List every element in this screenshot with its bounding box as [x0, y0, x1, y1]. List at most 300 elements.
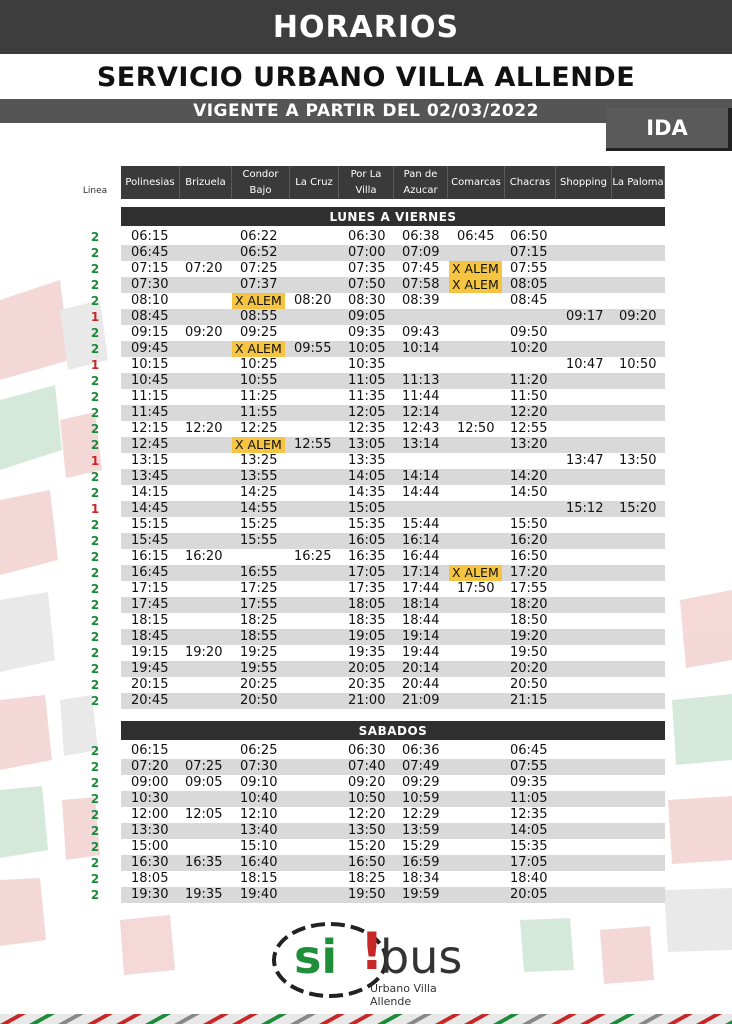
- row-background: [121, 245, 665, 261]
- linea-number: 2: [90, 744, 100, 758]
- time-cell-porlavilla: 06:30: [348, 743, 386, 758]
- title-bar: [0, 0, 732, 54]
- table-row: [0, 597, 732, 613]
- table-row: [0, 501, 732, 517]
- time-cell-polinesias: 14:45: [131, 501, 169, 516]
- time-cell-lacruz: 08:20: [294, 293, 332, 308]
- time-cell-polinesias: 16:15: [131, 549, 169, 564]
- time-cell-condor: 11:25: [240, 389, 278, 404]
- time-cell-chacras: 08:45: [510, 293, 548, 308]
- time-cell-chacras: 18:20: [510, 597, 548, 612]
- table-row: [0, 823, 732, 839]
- time-cell-condor: 19:40: [240, 887, 278, 902]
- row-background: [121, 277, 665, 293]
- time-cell-polinesias: 09:00: [131, 775, 169, 790]
- row-background: [121, 839, 665, 855]
- time-cell-porlavilla: 16:35: [348, 549, 386, 564]
- time-cell-lacruz: 16:25: [294, 549, 332, 564]
- time-cell-lacruz: 09:55: [294, 341, 332, 356]
- table-row: [0, 469, 732, 485]
- time-cell-chacras: 07:55: [510, 261, 548, 276]
- time-cell-polinesias: 13:15: [131, 453, 169, 468]
- time-cell-porlavilla: 09:20: [348, 775, 386, 790]
- time-cell-panazucar: 17:14: [402, 565, 440, 580]
- time-cell-brizuela: 07:20: [185, 261, 223, 276]
- time-cell-condor: 10:25: [240, 357, 278, 372]
- row-background: [121, 373, 665, 389]
- time-cell-chacras: 14:20: [510, 469, 548, 484]
- time-cell-chacras: 21:15: [510, 693, 548, 708]
- time-cell-condor: 19:55: [240, 661, 278, 676]
- time-cell-chacras: 14:50: [510, 485, 548, 500]
- linea-number: 2: [90, 534, 100, 548]
- time-cell-polinesias: 14:15: [131, 485, 169, 500]
- time-cell-panazucar: 07:49: [402, 759, 440, 774]
- time-cell-porlavilla: 13:05: [348, 437, 386, 452]
- time-cell-polinesias: 20:15: [131, 677, 169, 692]
- time-cell-polinesias: 13:30: [131, 823, 169, 838]
- time-cell-chacras: 15:50: [510, 517, 548, 532]
- table-row: [0, 613, 732, 629]
- linea-number: 2: [90, 646, 100, 660]
- table-row: [0, 293, 732, 309]
- time-cell-condor: 08:55: [240, 309, 278, 324]
- table-row: [0, 775, 732, 791]
- time-cell-panazucar: 09:29: [402, 775, 440, 790]
- time-cell-condor: 15:25: [240, 517, 278, 532]
- time-cell-porlavilla: 16:50: [348, 855, 386, 870]
- time-cell-polinesias: 09:15: [131, 325, 169, 340]
- table-row: [0, 661, 732, 677]
- time-cell-porlavilla: 07:00: [348, 245, 386, 260]
- time-cell-condor: 09:10: [240, 775, 278, 790]
- row-background: [121, 597, 665, 613]
- time-cell-panazucar: 07:45: [402, 261, 440, 276]
- table-row: [0, 517, 732, 533]
- table-row: [0, 533, 732, 549]
- time-cell-porlavilla: 18:05: [348, 597, 386, 612]
- row-background: [121, 743, 665, 759]
- time-cell-panazucar: 09:43: [402, 325, 440, 340]
- time-cell-porlavilla: 10:35: [348, 357, 386, 372]
- row-background: [121, 293, 665, 309]
- time-cell-lapaloma: 15:20: [619, 501, 657, 516]
- column-header-panazucar: Pan de Azucar: [394, 166, 448, 199]
- time-cell-polinesias: 18:05: [131, 871, 169, 886]
- table-row: [0, 791, 732, 807]
- time-cell-porlavilla: 15:05: [348, 501, 386, 516]
- time-cell-panazucar: 19:44: [402, 645, 440, 660]
- time-cell-lapaloma: 10:50: [619, 357, 657, 372]
- time-cell-chacras: 20:20: [510, 661, 548, 676]
- time-cell-condor: 07:25: [240, 261, 278, 276]
- linea-number: 2: [90, 342, 100, 356]
- table-row: [0, 485, 732, 501]
- linea-number: 2: [90, 438, 100, 452]
- time-cell-porlavilla: 18:35: [348, 613, 386, 628]
- time-cell-condor: 07:37: [240, 277, 278, 292]
- time-cell-chacras: 17:05: [510, 855, 548, 870]
- time-cell-condor: 13:25: [240, 453, 278, 468]
- sibus-logo: [268, 918, 468, 1008]
- time-cell-panazucar: 06:38: [402, 229, 440, 244]
- time-cell-porlavilla: 19:50: [348, 887, 386, 902]
- time-cell-polinesias: 11:15: [131, 389, 169, 404]
- time-cell-shopping: 13:47: [566, 453, 604, 468]
- time-cell-chacras: 17:20: [510, 565, 548, 580]
- table-row: [0, 759, 732, 775]
- table-row: [0, 245, 732, 261]
- linea-number: 2: [90, 294, 100, 308]
- time-cell-polinesias: 15:15: [131, 517, 169, 532]
- time-cell-brizuela: 12:05: [185, 807, 223, 822]
- time-cell-porlavilla: 10:05: [348, 341, 386, 356]
- time-cell-chacras: 12:35: [510, 807, 548, 822]
- column-header-comarcas: Comarcas: [448, 166, 505, 199]
- table-row: [0, 341, 732, 357]
- linea-number: 2: [90, 326, 100, 340]
- row-background: [121, 693, 665, 709]
- time-cell-panazucar: 20:14: [402, 661, 440, 676]
- time-cell-porlavilla: 21:00: [348, 693, 386, 708]
- row-background: [121, 581, 665, 597]
- time-cell-panazucar: 16:44: [402, 549, 440, 564]
- time-cell-porlavilla: 18:25: [348, 871, 386, 886]
- time-cell-chacras: 16:50: [510, 549, 548, 564]
- table-row: [0, 645, 732, 661]
- time-cell-polinesias: 19:45: [131, 661, 169, 676]
- time-cell-chacras: 19:50: [510, 645, 548, 660]
- time-cell-brizuela: 16:35: [185, 855, 223, 870]
- page-subtitle: SERVICIO URBANO VILLA ALLENDE: [96, 62, 636, 93]
- time-cell-porlavilla: 11:05: [348, 373, 386, 388]
- time-cell-porlavilla: 19:05: [348, 629, 386, 644]
- time-cell-panazucar: 14:14: [402, 469, 440, 484]
- time-cell-polinesias: 19:15: [131, 645, 169, 660]
- time-cell-chacras: 10:20: [510, 341, 548, 356]
- time-cell-polinesias: 16:30: [131, 855, 169, 870]
- time-cell-porlavilla: 12:20: [348, 807, 386, 822]
- bottom-stripe: [0, 1014, 732, 1024]
- linea-number: 2: [90, 246, 100, 260]
- time-cell-brizuela: 16:20: [185, 549, 223, 564]
- linea-number: 2: [90, 230, 100, 244]
- time-cell-chacras: 20:05: [510, 887, 548, 902]
- time-cell-brizuela: 09:05: [185, 775, 223, 790]
- table-row: [0, 373, 732, 389]
- linea-number: 2: [90, 486, 100, 500]
- time-cell-panazucar: 16:59: [402, 855, 440, 870]
- time-cell-condor: 10:40: [240, 791, 278, 806]
- time-cell-porlavilla: 11:35: [348, 389, 386, 404]
- time-cell-polinesias: 06:15: [131, 743, 169, 758]
- time-cell-shopping: 10:47: [566, 357, 604, 372]
- time-cell-lapaloma: 09:20: [619, 309, 657, 324]
- alem-marker-condor: X ALEM: [232, 293, 285, 309]
- time-cell-chacras: 12:55: [510, 421, 548, 436]
- time-cell-porlavilla: 20:05: [348, 661, 386, 676]
- table-row: [0, 871, 732, 887]
- time-cell-panazucar: 14:44: [402, 485, 440, 500]
- time-cell-polinesias: 10:45: [131, 373, 169, 388]
- time-cell-chacras: 18:40: [510, 871, 548, 886]
- row-background: [121, 389, 665, 405]
- table-row: [0, 421, 732, 437]
- time-cell-panazucar: 17:44: [402, 581, 440, 596]
- time-cell-panazucar: 21:09: [402, 693, 440, 708]
- table-row: [0, 325, 732, 341]
- time-cell-panazucar: 18:34: [402, 871, 440, 886]
- alem-marker-comarcas: X ALEM: [449, 261, 502, 277]
- time-cell-condor: 11:55: [240, 405, 278, 420]
- time-cell-polinesias: 12:15: [131, 421, 169, 436]
- table-row: [0, 357, 732, 373]
- time-cell-panazucar: 12:29: [402, 807, 440, 822]
- time-cell-condor: 20:25: [240, 677, 278, 692]
- time-cell-porlavilla: 13:50: [348, 823, 386, 838]
- table-row: [0, 277, 732, 293]
- linea-number: 2: [90, 856, 100, 870]
- linea-number: 2: [90, 888, 100, 902]
- linea-number: 2: [90, 278, 100, 292]
- time-cell-porlavilla: 07:50: [348, 277, 386, 292]
- table-row: [0, 261, 732, 277]
- row-background: [121, 565, 665, 581]
- time-cell-comarcas: 17:50: [457, 581, 495, 596]
- time-cell-polinesias: 12:45: [131, 437, 169, 452]
- time-cell-polinesias: 18:15: [131, 613, 169, 628]
- time-cell-condor: 13:55: [240, 469, 278, 484]
- time-cell-chacras: 08:05: [510, 277, 548, 292]
- table-row: [0, 839, 732, 855]
- linea-number: 2: [90, 566, 100, 580]
- table-row: [0, 887, 732, 903]
- linea-number: 2: [90, 662, 100, 676]
- column-header-lacruz: La Cruz: [290, 166, 339, 199]
- row-background: [121, 229, 665, 245]
- time-cell-chacras: 11:05: [510, 791, 548, 806]
- time-cell-polinesias: 08:10: [131, 293, 169, 308]
- time-cell-comarcas: 06:45: [457, 229, 495, 244]
- time-cell-chacras: 09:50: [510, 325, 548, 340]
- row-background: [121, 341, 665, 357]
- linea-number: 2: [90, 582, 100, 596]
- time-cell-porlavilla: 17:05: [348, 565, 386, 580]
- linea-number: 2: [90, 792, 100, 806]
- table-row: [0, 565, 732, 581]
- time-cell-panazucar: 06:36: [402, 743, 440, 758]
- column-header-condor: Condor Bajo: [232, 166, 290, 199]
- table-row: [0, 453, 732, 469]
- table-row: [0, 677, 732, 693]
- time-cell-polinesias: 15:00: [131, 839, 169, 854]
- time-cell-condor: 14:55: [240, 501, 278, 516]
- time-cell-panazucar: 10:14: [402, 341, 440, 356]
- time-cell-porlavilla: 09:05: [348, 309, 386, 324]
- time-cell-condor: 19:25: [240, 645, 278, 660]
- table-row: [0, 549, 732, 565]
- linea-number: 2: [90, 518, 100, 532]
- time-cell-chacras: 19:20: [510, 629, 548, 644]
- time-cell-panazucar: 07:09: [402, 245, 440, 260]
- linea-number: 2: [90, 614, 100, 628]
- time-cell-porlavilla: 16:05: [348, 533, 386, 548]
- time-cell-panazucar: 16:14: [402, 533, 440, 548]
- time-cell-condor: 13:40: [240, 823, 278, 838]
- time-cell-chacras: 13:20: [510, 437, 548, 452]
- linea-number: 2: [90, 406, 100, 420]
- linea-number: 2: [90, 262, 100, 276]
- time-cell-chacras: 11:20: [510, 373, 548, 388]
- time-cell-polinesias: 18:45: [131, 629, 169, 644]
- time-cell-polinesias: 07:20: [131, 759, 169, 774]
- logo-bang: !: [360, 922, 384, 982]
- time-cell-chacras: 16:20: [510, 533, 548, 548]
- time-cell-condor: 06:25: [240, 743, 278, 758]
- section-header: SABADOS: [121, 721, 665, 740]
- time-cell-porlavilla: 07:35: [348, 261, 386, 276]
- time-cell-chacras: 06:50: [510, 229, 548, 244]
- linea-number: 2: [90, 470, 100, 484]
- time-cell-condor: 17:55: [240, 597, 278, 612]
- row-background: [121, 613, 665, 629]
- row-background: [121, 485, 665, 501]
- time-cell-panazucar: 20:44: [402, 677, 440, 692]
- direction-badge: [606, 108, 732, 151]
- time-cell-condor: 15:55: [240, 533, 278, 548]
- time-cell-polinesias: 06:15: [131, 229, 169, 244]
- time-cell-condor: 10:55: [240, 373, 278, 388]
- time-cell-condor: 09:25: [240, 325, 278, 340]
- alem-marker-condor: X ALEM: [232, 437, 285, 453]
- linea-number: 2: [90, 550, 100, 564]
- time-cell-porlavilla: 19:35: [348, 645, 386, 660]
- table-row: [0, 693, 732, 709]
- time-cell-porlavilla: 08:30: [348, 293, 386, 308]
- row-background: [121, 629, 665, 645]
- time-cell-brizuela: 19:35: [185, 887, 223, 902]
- linea-number: 1: [90, 454, 100, 468]
- time-cell-polinesias: 17:15: [131, 581, 169, 596]
- time-cell-polinesias: 07:15: [131, 261, 169, 276]
- time-cell-porlavilla: 15:35: [348, 517, 386, 532]
- linea-number: 2: [90, 678, 100, 692]
- time-cell-brizuela: 12:20: [185, 421, 223, 436]
- table-row: [0, 807, 732, 823]
- time-cell-polinesias: 19:30: [131, 887, 169, 902]
- row-background: [121, 437, 665, 453]
- table-row: [0, 629, 732, 645]
- time-cell-chacras: 09:35: [510, 775, 548, 790]
- alem-marker-comarcas: X ALEM: [449, 565, 502, 581]
- linea-number: 2: [90, 390, 100, 404]
- linea-number: 2: [90, 374, 100, 388]
- time-cell-panazucar: 19:59: [402, 887, 440, 902]
- time-cell-condor: 06:52: [240, 245, 278, 260]
- time-cell-brizuela: 09:20: [185, 325, 223, 340]
- time-cell-polinesias: 20:45: [131, 693, 169, 708]
- vigencia-text: VIGENTE A PARTIR DEL 02/03/2022: [193, 101, 539, 121]
- time-cell-porlavilla: 14:35: [348, 485, 386, 500]
- time-cell-porlavilla: 20:35: [348, 677, 386, 692]
- time-cell-polinesias: 13:45: [131, 469, 169, 484]
- time-cell-polinesias: 12:00: [131, 807, 169, 822]
- page-title: HORARIOS: [272, 9, 460, 45]
- row-background: [121, 517, 665, 533]
- column-header-lapaloma: La Paloma: [612, 166, 665, 199]
- time-cell-condor: 15:10: [240, 839, 278, 854]
- time-cell-polinesias: 16:45: [131, 565, 169, 580]
- time-cell-chacras: 18:50: [510, 613, 548, 628]
- time-cell-panazucar: 15:44: [402, 517, 440, 532]
- time-cell-condor: 18:55: [240, 629, 278, 644]
- time-cell-porlavilla: 15:20: [348, 839, 386, 854]
- time-cell-condor: 07:30: [240, 759, 278, 774]
- time-cell-polinesias: 07:30: [131, 277, 169, 292]
- linea-number: 2: [90, 694, 100, 708]
- time-cell-chacras: 06:45: [510, 743, 548, 758]
- time-cell-panazucar: 07:58: [402, 277, 440, 292]
- section-header: LUNES A VIERNES: [121, 207, 665, 226]
- time-cell-polinesias: 10:30: [131, 791, 169, 806]
- time-cell-chacras: 17:55: [510, 581, 548, 596]
- column-header-chacras: Chacras: [505, 166, 556, 199]
- time-cell-panazucar: 12:43: [402, 421, 440, 436]
- table-row: [0, 855, 732, 871]
- time-cell-condor: 06:22: [240, 229, 278, 244]
- time-cell-panazucar: 18:44: [402, 613, 440, 628]
- linea-number: 2: [90, 760, 100, 774]
- time-cell-polinesias: 17:45: [131, 597, 169, 612]
- row-background: [121, 677, 665, 693]
- time-cell-porlavilla: 17:35: [348, 581, 386, 596]
- table-row: [0, 743, 732, 759]
- linea-number: 2: [90, 776, 100, 790]
- time-cell-chacras: 15:35: [510, 839, 548, 854]
- row-background: [121, 469, 665, 485]
- time-cell-condor: 18:15: [240, 871, 278, 886]
- time-cell-porlavilla: 07:40: [348, 759, 386, 774]
- time-cell-polinesias: 10:15: [131, 357, 169, 372]
- time-cell-comarcas: 12:50: [457, 421, 495, 436]
- time-cell-chacras: 07:55: [510, 759, 548, 774]
- time-cell-panazucar: 19:14: [402, 629, 440, 644]
- table-row: [0, 581, 732, 597]
- linea-number: 1: [90, 310, 100, 324]
- logo-si: si: [294, 930, 338, 984]
- time-cell-polinesias: 15:45: [131, 533, 169, 548]
- time-cell-shopping: 09:17: [566, 309, 604, 324]
- linea-number: 2: [90, 872, 100, 886]
- time-cell-panazucar: 08:39: [402, 293, 440, 308]
- linea-number: 2: [90, 808, 100, 822]
- time-cell-polinesias: 09:45: [131, 341, 169, 356]
- time-cell-porlavilla: 06:30: [348, 229, 386, 244]
- linea-number: 2: [90, 598, 100, 612]
- alem-marker-comarcas: X ALEM: [449, 277, 502, 293]
- time-cell-chacras: 20:50: [510, 677, 548, 692]
- time-cell-chacras: 14:05: [510, 823, 548, 838]
- time-cell-condor: 14:25: [240, 485, 278, 500]
- column-header-shopping: Shopping: [556, 166, 612, 199]
- column-header-polinesias: Polinesias: [121, 166, 180, 199]
- table-row: [0, 309, 732, 325]
- time-cell-chacras: 11:50: [510, 389, 548, 404]
- linea-number: 1: [90, 358, 100, 372]
- table-row: [0, 229, 732, 245]
- time-cell-polinesias: 06:45: [131, 245, 169, 260]
- time-cell-porlavilla: 09:35: [348, 325, 386, 340]
